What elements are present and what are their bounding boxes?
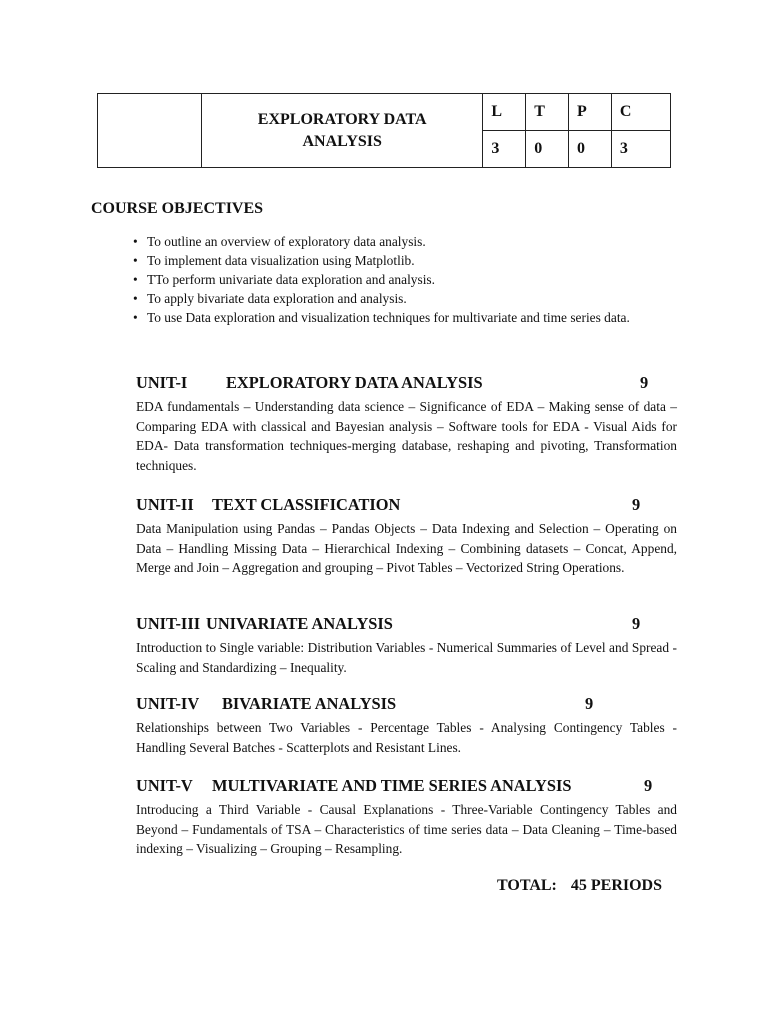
bullet-icon: • bbox=[133, 310, 138, 325]
unit-section bbox=[136, 776, 677, 859]
course-code-cell bbox=[98, 94, 202, 168]
list-item bbox=[133, 232, 673, 251]
unit-id: UNIT-IV bbox=[136, 694, 200, 713]
list-item bbox=[133, 308, 673, 327]
unit-id: UNIT-II bbox=[136, 495, 194, 514]
course-objectives-heading: COURSE OBJECTIVES bbox=[91, 200, 264, 217]
ltpc-value-l: 3 bbox=[483, 131, 526, 168]
unit-title: MULTIVARIATE AND TIME SERIES ANALYSIS bbox=[212, 776, 572, 795]
unit-hours: 9 bbox=[640, 373, 649, 392]
list-item bbox=[133, 270, 673, 289]
course-title-line2: ANALYSIS bbox=[302, 132, 382, 150]
unit-body: Introduction to Single variable: Distribution Variables - Numerical Summaries of Level and Spread - Scaling and Standardizing – Inequality. bbox=[136, 640, 677, 675]
unit-title: EXPLORATORY DATA ANALYSIS bbox=[226, 373, 483, 392]
ltpc-header-l: L bbox=[483, 94, 526, 131]
unit-title: TEXT CLASSIFICATION bbox=[212, 495, 401, 514]
unit-section bbox=[136, 614, 677, 677]
ltpc-value-p: 0 bbox=[569, 131, 612, 168]
course-header-table bbox=[97, 93, 671, 168]
unit-body: Data Manipulation using Pandas – Pandas Objects – Data Indexing and Selection – Operating on Data – Handling Missing Data – Hierarchical Indexing – Combining datasets – Concat, Append, Merge and Join – Aggregation and grouping – Pivot Tables – Vectorized String Operations. bbox=[136, 521, 677, 575]
unit-hours: 9 bbox=[632, 614, 641, 633]
objective-text: To apply bivariate data exploration and analysis. bbox=[147, 291, 407, 306]
unit-heading bbox=[136, 614, 677, 638]
unit-hours: 9 bbox=[585, 694, 594, 713]
course-title-cell bbox=[201, 94, 482, 168]
list-item bbox=[133, 251, 673, 270]
course-title-line1: EXPLORATORY DATA bbox=[257, 110, 427, 128]
unit-title: BIVARIATE ANALYSIS bbox=[222, 694, 397, 713]
ltpc-header-p: P bbox=[569, 94, 612, 131]
unit-heading bbox=[136, 776, 677, 800]
total-label: TOTAL: bbox=[497, 877, 557, 894]
total-value: 45 PERIODS bbox=[570, 877, 662, 894]
unit-body: Introducing a Third Variable - Causal Explanations - Three-Variable Contingency Tables and Beyond – Fundamentals of TSA – Characteristics of time series data – Data Cleaning – Time-based indexing – Visualizing – Grouping – Resampling. bbox=[136, 802, 677, 856]
unit-section bbox=[136, 495, 677, 578]
objective-text: To implement data visualization using Matplotlib. bbox=[147, 253, 415, 268]
ltpc-header-t: T bbox=[526, 94, 569, 131]
ltpc-value-t: 0 bbox=[526, 131, 569, 168]
bullet-icon: • bbox=[133, 253, 138, 268]
total-periods bbox=[497, 877, 662, 895]
list-item bbox=[133, 289, 673, 308]
unit-heading bbox=[136, 495, 677, 519]
unit-title: UNIVARIATE ANALYSIS bbox=[206, 614, 393, 633]
unit-id: UNIT-V bbox=[136, 776, 193, 795]
ltpc-header-c: C bbox=[611, 94, 670, 131]
bullet-icon: • bbox=[133, 291, 138, 306]
unit-body: EDA fundamentals – Understanding data science – Significance of EDA – Making sense of data – Comparing EDA with classical and Bayesian analysis – Software tools for EDA - Visual Aids for EDA- Data transformation techniques-merging database, reshaping and pivoting, Transformation techniques. bbox=[136, 399, 677, 473]
unit-section bbox=[136, 373, 677, 475]
unit-id: UNIT-III bbox=[136, 614, 201, 633]
bullet-icon: • bbox=[133, 272, 138, 287]
objective-text: To use Data exploration and visualization techniques for multivariate and time series data. bbox=[147, 310, 630, 325]
unit-body: Relationships between Two Variables - Percentage Tables - Analysing Contingency Tables - Handling Several Batches - Scatterplots and Resistant Lines. bbox=[136, 720, 677, 755]
unit-hours: 9 bbox=[644, 776, 653, 795]
unit-heading bbox=[136, 694, 677, 718]
unit-id: UNIT-I bbox=[136, 373, 188, 392]
ltpc-value-c: 3 bbox=[611, 131, 670, 168]
unit-hours: 9 bbox=[632, 495, 641, 514]
objective-text: To outline an overview of exploratory data analysis. bbox=[147, 234, 426, 249]
unit-heading bbox=[136, 373, 677, 397]
bullet-icon: • bbox=[133, 234, 138, 249]
unit-section bbox=[136, 694, 677, 757]
objectives-list bbox=[133, 232, 673, 327]
objective-text: TTo perform univariate data exploration and analysis. bbox=[147, 272, 435, 287]
